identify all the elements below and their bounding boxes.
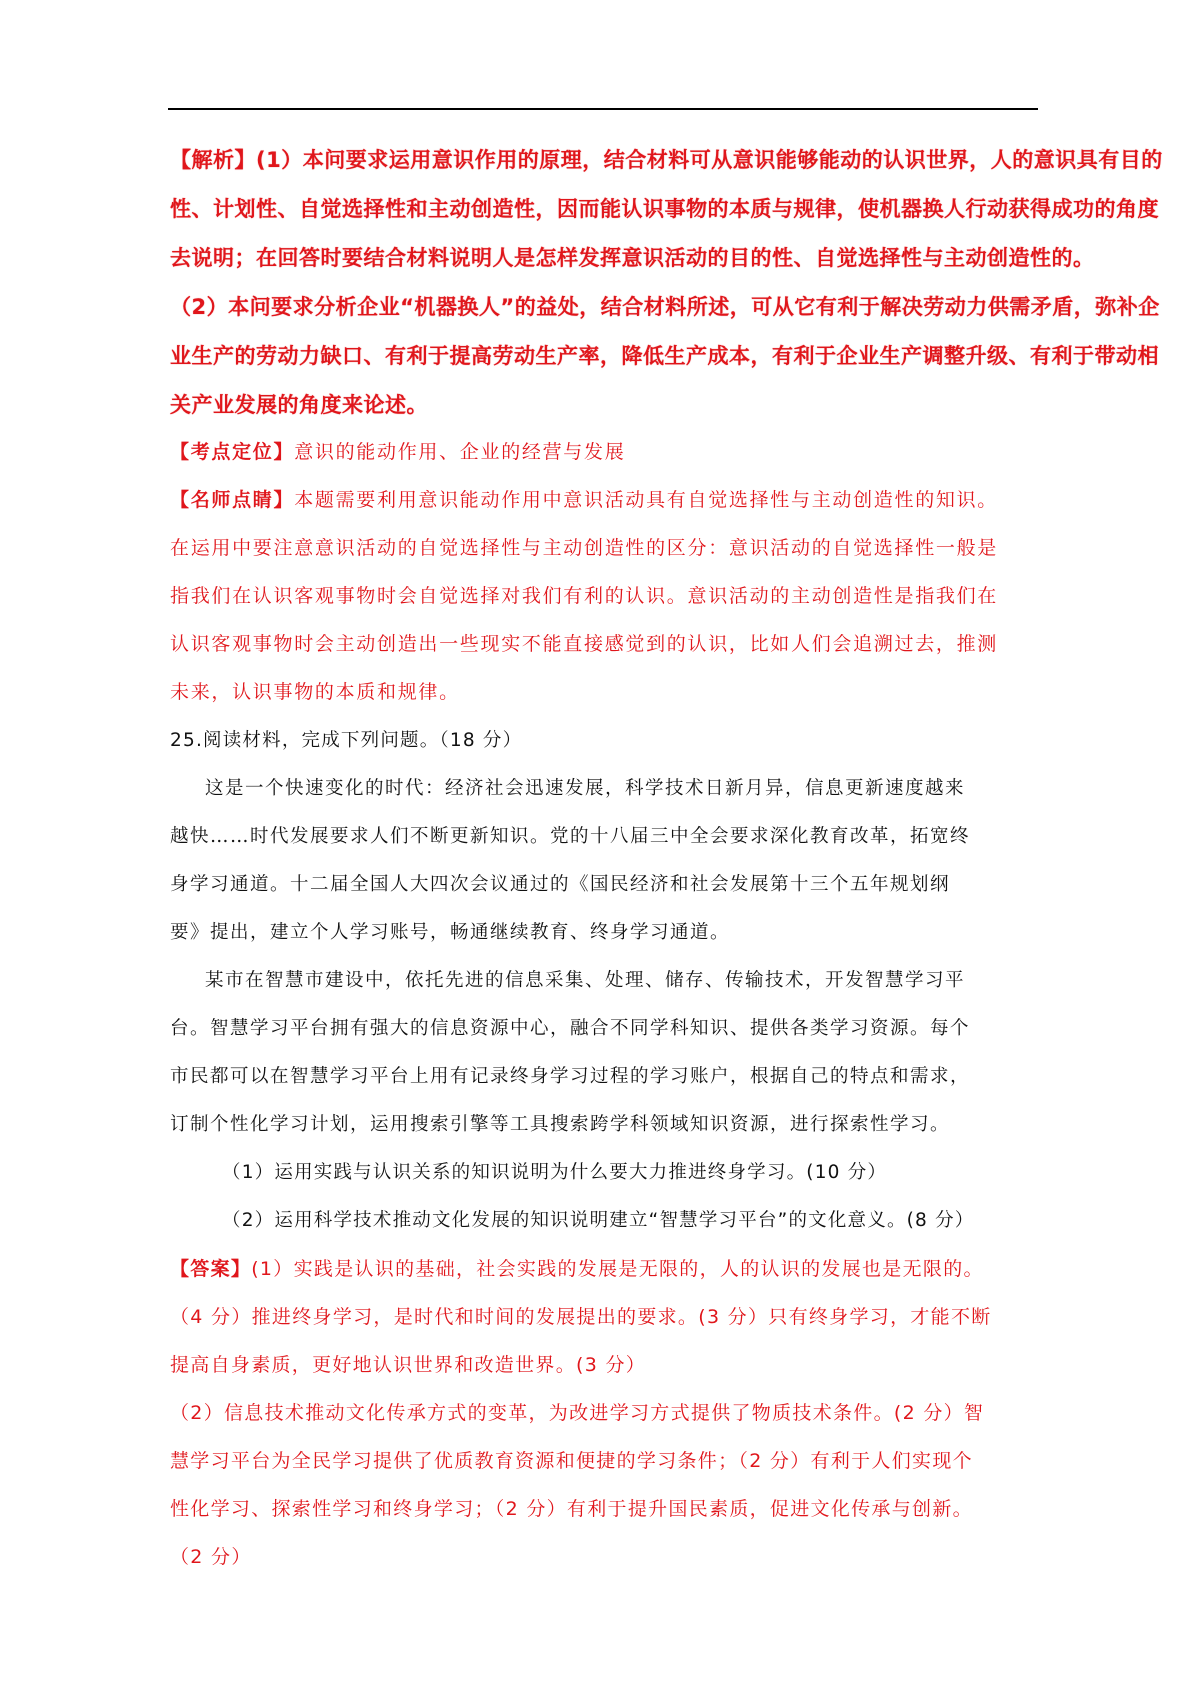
sub-question-2: （2）运用科学技术推动文化发展的知识说明建立“智慧学习平台”的文化意义。(8 分） [222,1210,975,1231]
answer-line-6: 性化学习、探索性学习和终身学习；（2 分）有利于提升国民素质，促进文化传承与创新。 [170,1498,973,1520]
material-p1-line-2: 越快……时代发展要求人们不断更新知识。党的十八届三中全会要求深化教育改革，拓宽终 [170,826,971,847]
analysis-line-5: 业生产的劳动力缺口、有利于提高劳动生产率，降低生产成本，有利于企业生产调整升级、有利于带动相 [170,344,1159,368]
mingshi-line-5: 未来，认识事物的本质和规律。 [170,681,460,703]
material-p2-line-1: 某市在智慧市建设中，依托先进的信息采集、处理、储存、传输技术，开发智慧学习平 [205,970,966,991]
analysis-line-2: 性、计划性、自觉选择性和主动创造性，因而能认识事物的本质与规律，使机器换人行动获得成功的角度 [170,197,1159,221]
answer-line-5: 慧学习平台为全民学习提供了优质教育资源和便捷的学习条件；（2 分）有利于人们实现个 [170,1450,973,1472]
material-p2-line-4: 订制个性化学习计划，运用搜索引擎等工具搜索跨学科领域知识资源，进行探索性学习。 [170,1114,951,1135]
mingshi-text-1: 本题需要利用意识能动作用中意识活动具有自觉选择性与主动创造性的知识。 [294,489,999,511]
question-title: 25.阅读材料，完成下列问题。（18 分） [170,730,523,751]
answer-line-2: （4 分）推进终身学习，是时代和时间的发展提出的要求。(3 分）只有终身学习，才能不断 [170,1306,992,1328]
kaodian-line [170,437,625,464]
mingshi-tag: 【名师点睛】 [170,489,295,511]
answer-line-4: （2）信息技术推动文化传承方式的变革，为改进学习方式提供了物质技术条件。(2 分）智 [170,1402,985,1424]
mingshi-line-3: 指我们在认识客观事物时会自觉选择对我们有利的认识。意识活动的主动创造性是指我们在 [170,585,999,607]
material-p1-line-1: 这是一个快速变化的时代：经济社会迅速发展，科学技术日新月异，信息更新速度越来 [205,778,966,799]
mingshi-line-1 [170,485,998,512]
answer-line-3: 提高自身素质，更好地认识世界和改造世界。(3 分） [170,1354,647,1376]
analysis-line-1: 【解析】(1）本问要求运用意识作用的原理，结合材料可从意识能够能动的认识世界，人的意识具有目的 [170,148,1163,172]
material-p1-line-4: 要》提出，建立个人学习账号，畅通继续教育、终身学习通道。 [170,922,731,943]
analysis-line-6: 关产业发展的角度来论述。 [170,393,428,417]
material-p1-line-3: 身学习通道。十二届全国人大四次会议通过的《国民经济和社会发展第十三个五年规划纲 [170,874,951,895]
answer-line-1 [170,1254,984,1281]
material-p2-line-3: 市民都可以在智慧学习平台上用有记录终身学习过程的学习账户，根据自己的特点和需求， [170,1066,971,1087]
answer-text-1: (1）实践是认识的基础，社会实践的发展是无限的，人的认识的发展也是无限的。 [251,1258,984,1280]
material-p2-line-2: 台。智慧学习平台拥有强大的信息资源中心，融合不同学科知识、提供各类学习资源。每个 [170,1018,971,1039]
analysis-line-4: （2）本问要求分析企业“机器换人”的益处，结合材料所述，可从它有利于解决劳动力供需矛盾，弥补企 [170,295,1160,319]
kaodian-text: 意识的能动作用、企业的经营与发展 [294,441,626,463]
answer-tag: 【答案】 [170,1258,252,1280]
mingshi-line-4: 认识客观事物时会主动创造出一些现实不能直接感觉到的认识，比如人们会追溯过去，推测 [170,633,999,655]
sub-question-1: （1）运用实践与认识关系的知识说明为什么要大力推进终身学习。(10 分） [222,1162,888,1183]
kaodian-tag: 【考点定位】 [170,441,295,463]
mingshi-line-2: 在运用中要注意意识活动的自觉选择性与主动创造性的区分：意识活动的自觉选择性一般是 [170,537,999,559]
analysis-line-3: 去说明；在回答时要结合材料说明人是怎样发挥意识活动的目的性、自觉选择性与主动创造性的。 [170,246,1095,270]
header-rule [168,108,1038,110]
answer-line-7: （2 分） [170,1546,252,1568]
